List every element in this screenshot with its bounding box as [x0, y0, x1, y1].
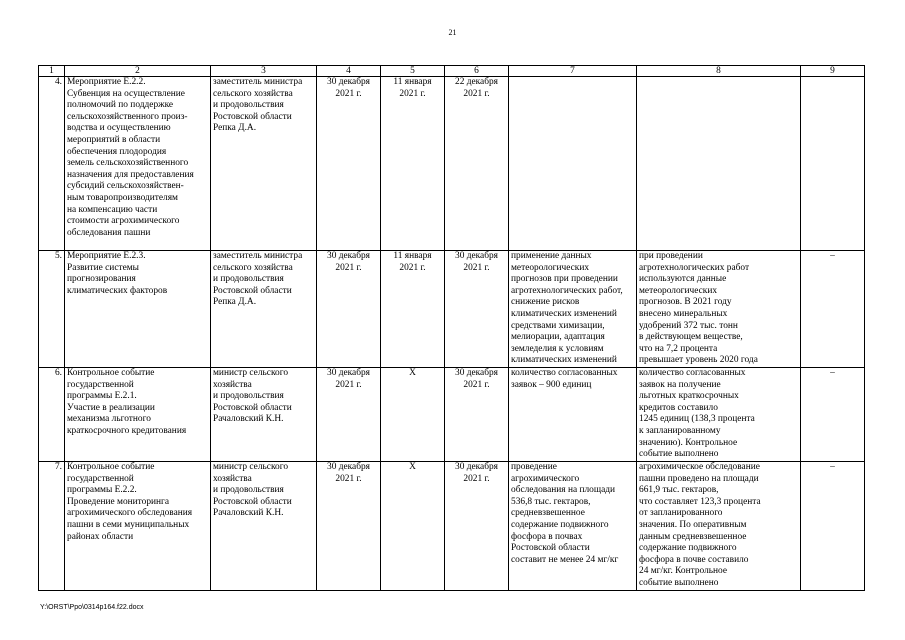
- cell-line: обеспечения плодородия: [67, 146, 167, 157]
- table-row: [39, 368, 865, 462]
- cell-line: земель сельскохозяйственного: [67, 158, 189, 169]
- cell-line: Развитие системы: [67, 262, 139, 273]
- cell-line: и продовольствия: [213, 485, 284, 496]
- column-number: 4: [317, 66, 381, 77]
- cell-line: Ростовской области: [511, 543, 590, 554]
- event-cell: [65, 77, 211, 251]
- cell-line: что составляет 123,3 процента: [639, 496, 761, 507]
- cell-line: средствами химизации,: [511, 320, 605, 331]
- cell-line: обследования на площади: [511, 485, 616, 496]
- cell-line: 2021 г.: [335, 473, 362, 484]
- cell-line: 30 декабря: [327, 77, 370, 87]
- actual-date-cell: [445, 368, 509, 462]
- cell-line: –: [830, 462, 835, 472]
- cell-line: от запланированного: [639, 508, 723, 519]
- actual-date-cell: [445, 77, 509, 251]
- cell-line: прогнозов при проведении: [511, 274, 618, 285]
- cell-line: прогнозирования: [67, 274, 136, 285]
- table-row: [39, 251, 865, 368]
- cell-line: министр сельского: [213, 462, 289, 472]
- cell-line: Репка Д.А.: [213, 123, 257, 134]
- cell-line: внесено минеральных: [639, 308, 728, 319]
- column-number: 3: [211, 66, 317, 77]
- cell-line: Репка Д.А.: [213, 297, 257, 308]
- cell-line: агрохимического: [511, 473, 580, 484]
- cell-line: государственной: [67, 473, 134, 484]
- cell-line: субсидий сельскохозяйствен-: [67, 181, 184, 192]
- cell-line: Участие в реализации: [67, 402, 155, 413]
- cell-line: льготных краткосрочных: [639, 391, 739, 402]
- cell-line: стоимости агрохимического: [67, 216, 180, 227]
- note-cell: [801, 77, 865, 251]
- cell-line: Контрольное событие: [67, 462, 155, 472]
- page-number: 21: [448, 28, 457, 37]
- cell-line: мероприятий в области: [67, 134, 161, 145]
- column-number: 5: [381, 66, 445, 77]
- cell-line: 11 января: [393, 77, 432, 87]
- cell-line: 2021 г.: [335, 262, 362, 273]
- cell-line: и продовольствия: [213, 274, 284, 285]
- cell-line: событие выполнено: [639, 449, 719, 460]
- row-number-cell: 6.: [39, 368, 65, 462]
- actual-result-cell: [637, 368, 801, 462]
- cell-line: 24 мг/кг. Контрольное: [639, 566, 728, 577]
- table-row: [39, 462, 865, 591]
- cell-line: сельского хозяйства: [213, 262, 293, 273]
- actual-result-cell: [637, 251, 801, 368]
- responsible-cell: [211, 77, 317, 251]
- column-number-row: [39, 66, 865, 77]
- cell-line: 30 декабря: [327, 462, 370, 472]
- responsible-cell: [211, 462, 317, 591]
- cell-line: 30 декабря: [455, 368, 498, 378]
- cell-line: министр сельского: [213, 368, 289, 378]
- cell-line: Рачаловский К.Н.: [213, 508, 284, 519]
- cell-line: климатических изменений: [511, 355, 617, 366]
- cell-line: пашни проведено на площади: [639, 473, 759, 484]
- date-cell: [381, 251, 445, 368]
- cell-line: фосфора в почве составило: [639, 554, 749, 565]
- cell-line: Рачаловский К.Н.: [213, 414, 284, 425]
- cell-line: 2021 г.: [463, 262, 490, 273]
- cell-line: проведение: [511, 462, 557, 472]
- planned-date-cell: [317, 368, 381, 462]
- cell-line: Ростовской области: [213, 285, 292, 296]
- cell-line: Субвенция на осуществление: [67, 88, 185, 99]
- cell-line: к запланированному: [639, 425, 721, 436]
- report-table: [38, 65, 865, 591]
- cell-line: метеорологических: [639, 285, 718, 296]
- cell-line: Мероприятие Е.2.3.: [67, 251, 146, 261]
- responsible-cell: [211, 251, 317, 368]
- cell-line: краткосрочного кредитования: [67, 425, 187, 436]
- row-number-cell: 4.: [39, 77, 65, 251]
- cell-line: фосфора в почвах: [511, 531, 583, 542]
- cell-line: количество согласованных: [511, 368, 618, 378]
- cell-line: 11 января: [393, 251, 432, 261]
- column-number: 2: [65, 66, 211, 77]
- cell-line: и продовольствия: [213, 100, 284, 111]
- cell-line: агрохимическое обследование: [639, 462, 760, 472]
- cell-line: пашни в семи муниципальных: [67, 519, 190, 530]
- cell-line: содержание подвижного: [511, 519, 609, 530]
- cell-line: 2021 г.: [335, 88, 362, 99]
- cell-line: Ростовской области: [213, 111, 292, 122]
- cell-line: заявок – 900 единиц: [511, 379, 592, 390]
- table-row: [39, 77, 865, 251]
- cell-line: событие выполнено: [639, 577, 719, 588]
- cell-line: прогнозов. В 2021 году: [639, 297, 732, 308]
- cell-line: 30 декабря: [327, 251, 370, 261]
- cell-line: Х: [409, 462, 416, 472]
- row-number-cell: 5.: [39, 251, 65, 368]
- cell-line: 2021 г.: [335, 379, 362, 390]
- column-number: 7: [509, 66, 637, 77]
- date-cell: [381, 462, 445, 591]
- column-number: 6: [445, 66, 509, 77]
- cell-line: 2021 г.: [399, 88, 426, 99]
- cell-line: назначения для предоставления: [67, 169, 194, 180]
- cell-line: 1245 единиц (138,3 процента: [639, 414, 755, 425]
- responsible-cell: [211, 368, 317, 462]
- cell-line: земледелия к условиям: [511, 343, 604, 354]
- cell-line: Мероприятие Е.2.2.: [67, 77, 146, 87]
- event-cell: [65, 251, 211, 368]
- cell-line: 2021 г.: [399, 262, 426, 273]
- cell-line: составит не менее 24 мг/кг: [511, 554, 619, 565]
- cell-line: 22 декабря: [455, 77, 498, 87]
- event-cell: [65, 368, 211, 462]
- cell-line: кредитов составило: [639, 402, 718, 413]
- cell-line: программы Е.2.2.: [67, 485, 137, 496]
- cell-line: Ростовской области: [213, 402, 292, 413]
- cell-line: Х: [409, 368, 416, 378]
- cell-line: содержание подвижного: [639, 543, 737, 554]
- cell-line: –: [830, 368, 835, 378]
- planned-result-cell: [509, 368, 637, 462]
- cell-line: обследования пашни: [67, 227, 151, 238]
- cell-line: полномочий по поддержке: [67, 100, 174, 111]
- date-cell: [381, 77, 445, 251]
- cell-line: данным средневзвешенное: [639, 531, 747, 542]
- cell-line: климатических факторов: [67, 285, 168, 296]
- cell-line: заместитель министра: [213, 77, 303, 87]
- cell-line: мелиорации, адаптация: [511, 332, 605, 343]
- cell-line: значения. По оперативным: [639, 519, 747, 530]
- planned-date-cell: [317, 251, 381, 368]
- cell-line: хозяйства: [213, 379, 252, 390]
- cell-line: программы Е.2.1.: [67, 391, 137, 402]
- planned-result-cell: [509, 462, 637, 591]
- cell-line: при проведении: [639, 251, 703, 261]
- planned-date-cell: [317, 462, 381, 591]
- cell-line: 2021 г.: [463, 88, 490, 99]
- cell-line: ным товаропроизводителям: [67, 192, 178, 203]
- note-cell: [801, 251, 865, 368]
- cell-line: климатических изменений: [511, 308, 617, 319]
- cell-line: средневзвешенное: [511, 508, 585, 519]
- cell-line: метеорологических: [511, 262, 590, 273]
- cell-line: 661,9 тыс. гектаров,: [639, 485, 719, 496]
- cell-line: применение данных: [511, 251, 592, 261]
- event-cell: [65, 462, 211, 591]
- cell-line: используются данные: [639, 274, 727, 285]
- column-number: 9: [801, 66, 865, 77]
- cell-line: что на 7,2 процента: [639, 343, 718, 354]
- cell-line: значению). Контрольное: [639, 437, 738, 448]
- column-number: 8: [637, 66, 801, 77]
- cell-line: Проведение мониторинга: [67, 496, 170, 507]
- cell-line: превышает уровень 2020 года: [639, 355, 758, 366]
- cell-line: 30 декабря: [455, 462, 498, 472]
- cell-line: агротехнологических работ,: [511, 285, 623, 296]
- cell-line: 2021 г.: [463, 379, 490, 390]
- cell-line: сельскохозяйственного произ-: [67, 111, 188, 122]
- row-number-cell: 7.: [39, 462, 65, 591]
- cell-line: –: [830, 251, 835, 261]
- cell-line: на компенсацию части: [67, 204, 158, 215]
- cell-line: государственной: [67, 379, 134, 390]
- cell-line: 30 декабря: [455, 251, 498, 261]
- cell-line: сельского хозяйства: [213, 88, 293, 99]
- note-cell: [801, 368, 865, 462]
- actual-date-cell: [445, 462, 509, 591]
- cell-line: количество согласованных: [639, 368, 746, 378]
- cell-line: агрохимического обследования: [67, 508, 193, 519]
- actual-date-cell: [445, 251, 509, 368]
- cell-line: агротехнологических работ: [639, 262, 750, 273]
- cell-line: и продовольствия: [213, 391, 284, 402]
- cell-line: 2021 г.: [463, 473, 490, 484]
- cell-line: 30 декабря: [327, 368, 370, 378]
- date-cell: [381, 368, 445, 462]
- planned-result-cell: [509, 251, 637, 368]
- cell-line: заявок на получение: [639, 379, 721, 390]
- file-path-footer: Y:\ORST\Ppo\0314p164.f22.docx: [40, 604, 144, 611]
- cell-line: районах области: [67, 531, 134, 542]
- cell-line: удобрений 372 тыс. тонн: [639, 320, 738, 331]
- actual-result-cell: [637, 462, 801, 591]
- cell-line: Контрольное событие: [67, 368, 155, 378]
- cell-line: механизма льготного: [67, 414, 151, 425]
- cell-line: заместитель министра: [213, 251, 303, 261]
- column-number: 1: [39, 66, 65, 77]
- cell-line: хозяйства: [213, 473, 252, 484]
- cell-line: 536,8 тыс. гектаров,: [511, 496, 591, 507]
- planned-date-cell: [317, 77, 381, 251]
- cell-line: водства и осуществлению: [67, 123, 171, 134]
- note-cell: [801, 462, 865, 591]
- cell-line: Ростовской области: [213, 496, 292, 507]
- cell-line: в действующем веществе,: [639, 332, 743, 343]
- planned-result-cell: [509, 77, 637, 251]
- actual-result-cell: [637, 77, 801, 251]
- cell-line: снижение рисков: [511, 297, 580, 308]
